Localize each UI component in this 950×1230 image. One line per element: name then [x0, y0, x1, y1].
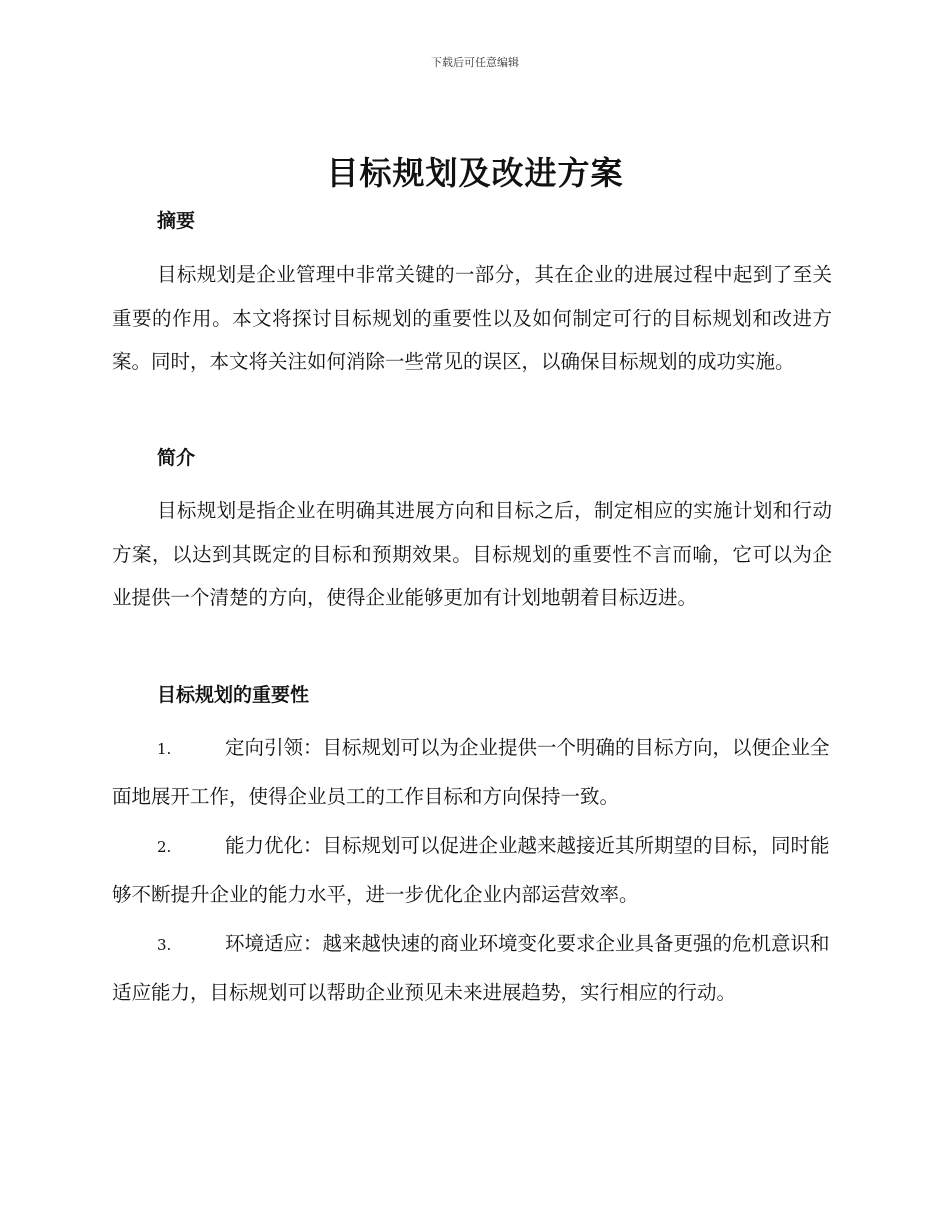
abstract-paragraph: 目标规划是企业管理中非常关键的一部分，其在企业的进展过程中起到了至关重要的作用。本文将探讨目标规划的重要性以及如何制定可行的目标规划和改进方案。同时，本文将关注如何消除一些常见的误区，以确保目标规划的成功实施。 — [112, 263, 832, 373]
list-item — [112, 920, 832, 1016]
list-item-text: 环境适应：越来越快速的商业环境变化要求企业具备更强的危机意识和适应能力，目标规划可以帮助企业预见未来进展趋势，实行相应的行动。 — [112, 932, 830, 1004]
document-title: 目标规划及改进方案 — [326, 154, 624, 192]
list-item-number: 2. — [157, 838, 172, 856]
page-header-note: 下载后可任意编辑 — [431, 56, 519, 69]
section-heading-intro: 简介 — [157, 447, 196, 469]
list-item-text: 定向引领：目标规划可以为企业提供一个明确的目标方向，以便企业全面地展开工作，使得企业员工的工作目标和方向保持一致。 — [112, 736, 830, 808]
list-item-number: 3. — [157, 936, 172, 954]
section-heading-importance: 目标规划的重要性 — [157, 684, 310, 706]
list-item — [112, 822, 832, 918]
section-heading-abstract: 摘要 — [157, 210, 196, 232]
list-item-number: 1. — [157, 740, 172, 758]
list-item-text: 能力优化：目标规划可以促进企业越来越接近其所期望的目标，同时能够不断提升企业的能力水平，进一步优化企业内部运营效率。 — [112, 834, 830, 906]
intro-paragraph: 目标规划是指企业在明确其进展方向和目标之后，制定相应的实施计划和行动方案，以达到其既定的目标和预期效果。目标规划的重要性不言而喻，它可以为企业提供一个清楚的方向，使得企业能够更加有计划地朝着目标迈进。 — [112, 499, 832, 609]
list-item — [112, 724, 832, 820]
